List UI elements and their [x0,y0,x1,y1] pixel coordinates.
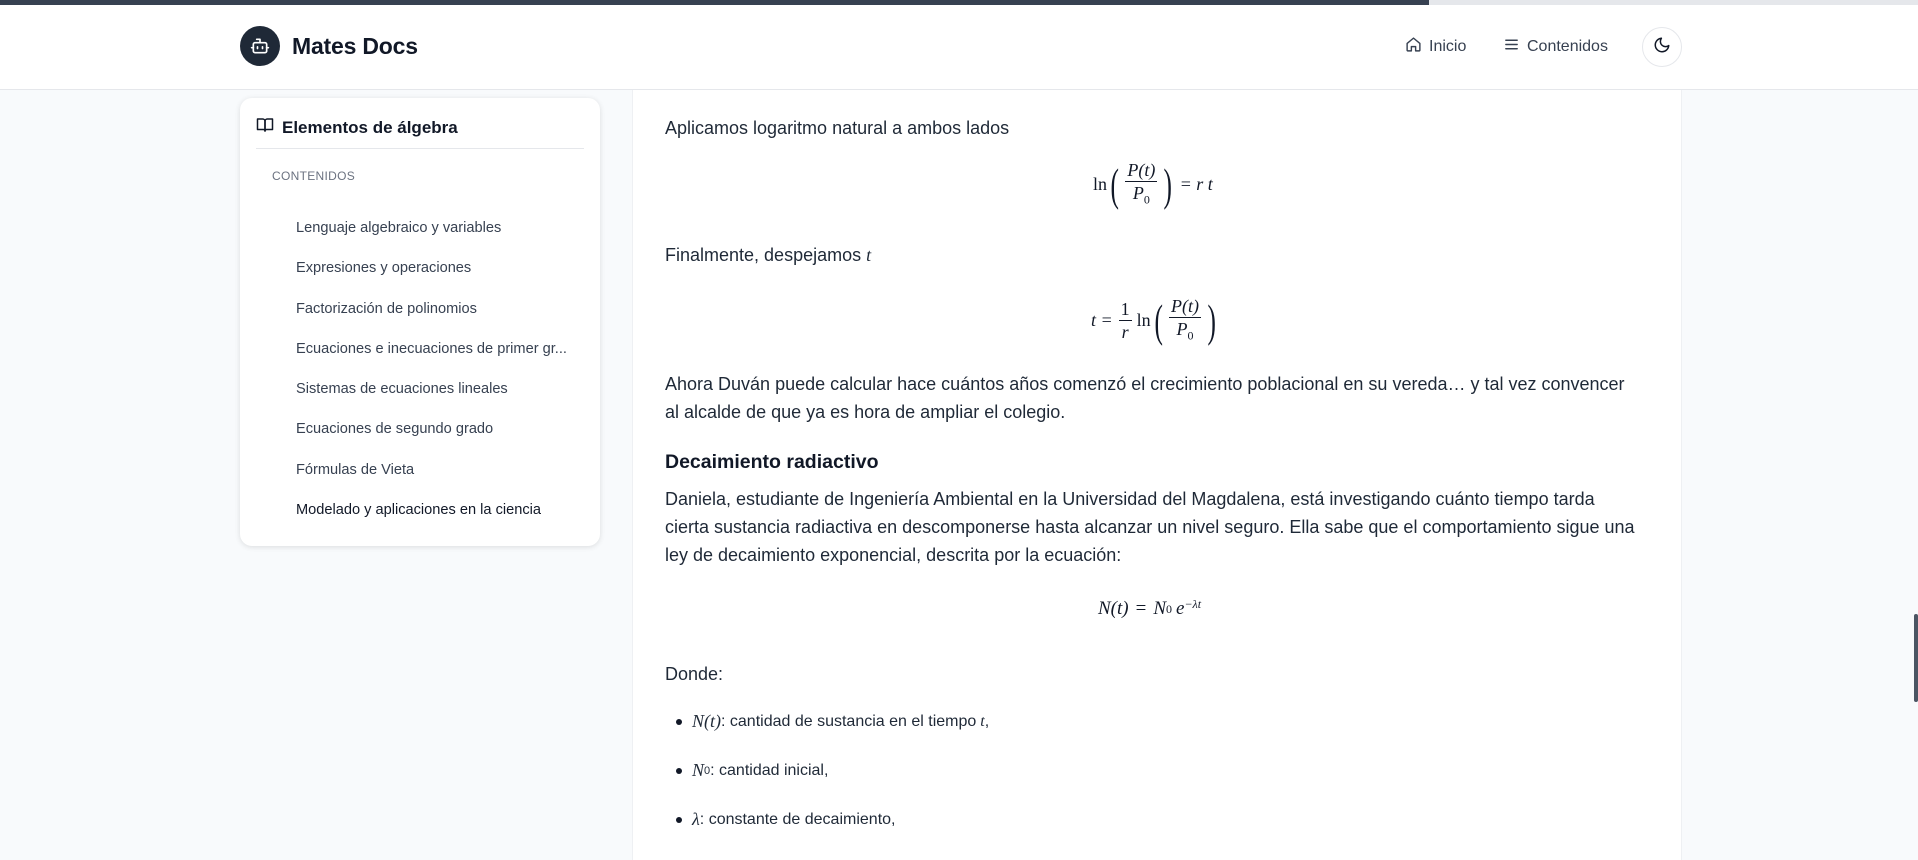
nav-home-link[interactable] [1405,36,1466,58]
sidebar-list [296,208,586,530]
equation-ln-both-sides: ln ( $\frac{P(t)}{P_0}$ ) = r t [1093,158,1213,210]
bullet-icon [676,817,682,823]
sidebar-item-segundo-grado[interactable]: Ecuaciones de segundo grado [296,421,494,438]
sidebar-item-expresiones[interactable]: Expresiones y operaciones [296,260,472,277]
sidebar [240,98,600,546]
bullet-icon [676,768,682,774]
reading-progress-bar [0,0,1918,5]
list-item: N(t) : cantidad de sustancia en el tiempo t , [676,711,989,732]
heading-decaimiento: Decaimiento radiactivo [665,451,879,473]
theme-toggle-button[interactable] [1642,27,1682,67]
book-icon [256,116,274,139]
page-scrollbar[interactable] [1914,614,1918,702]
paragraph-daniela: Daniela, estudiante de Ingeniería Ambiental en la Universidad del Magdalena, está investigando cuánto tiempo tarda cierta sustancia radiactiva en descomponerse hasta alcanzar un nivel seguro. Ella sabe que el comportamiento sigue una ley de decaimiento exponencial, descrita por la ecuación: [665,489,1635,565]
paragraph-duvan: Ahora Duván puede calcular hace cuántos años comenzó el crecimiento poblacional en su vereda… y tal vez convencer al alcalde de que ya es hora de ampliar el colegio. [665,374,1625,422]
sidebar-item-ecuaciones-primer-grado[interactable]: Ecuaciones e inecuaciones de primer gr... [296,340,567,357]
bullet-icon [676,719,682,725]
list-item: λ : constante de decaimiento, [676,809,895,830]
sidebar-divider [256,148,584,149]
menu-icon [1503,36,1520,58]
nav-contents-link[interactable] [1503,36,1608,58]
paragraph-solve-t: Finalmente, despejamos t [665,245,872,265]
sidebar-header [256,116,458,139]
top-header [0,0,1918,90]
sidebar-item-sistemas[interactable]: Sistemas de ecuaciones lineales [296,381,508,398]
nav-home-label: Inicio [1429,38,1467,55]
sidebar-caption: CONTENIDOS [272,169,356,183]
list-item: N 0 : cantidad inicial, [676,760,828,781]
sidebar-item-modelado[interactable]: Modelado y aplicaciones en la ciencia [296,502,542,519]
paragraph-ln-intro: Aplicamos logaritmo natural a ambos lados [665,118,1010,138]
equation-decay-law: N(t) = N 0 e $^{-\lambda t}$ [1098,596,1202,619]
sidebar-item-lenguaje-algebraico[interactable]: Lenguaje algebraico y variables [296,220,502,236]
sidebar-title: Elementos de álgebra [282,117,458,137]
home-icon [1405,36,1422,58]
sidebar-item-factorizacion[interactable]: Factorización de polinomios [296,300,477,317]
moon-icon [1653,36,1671,59]
equation-t-solved: t = $\frac{1}{r}$ ln ( $\frac{P(t)}{P_0}$ ) [1091,294,1216,346]
reading-progress-fill [0,0,1429,5]
brand-name[interactable]: Mates Docs [292,33,418,59]
nav-contents-label: Contenidos [1527,38,1608,55]
sidebar-item-vieta[interactable]: Fórmulas de Vieta [296,461,415,478]
bot-logo-icon[interactable] [240,26,280,66]
paragraph-donde: Donde: [665,664,724,684]
